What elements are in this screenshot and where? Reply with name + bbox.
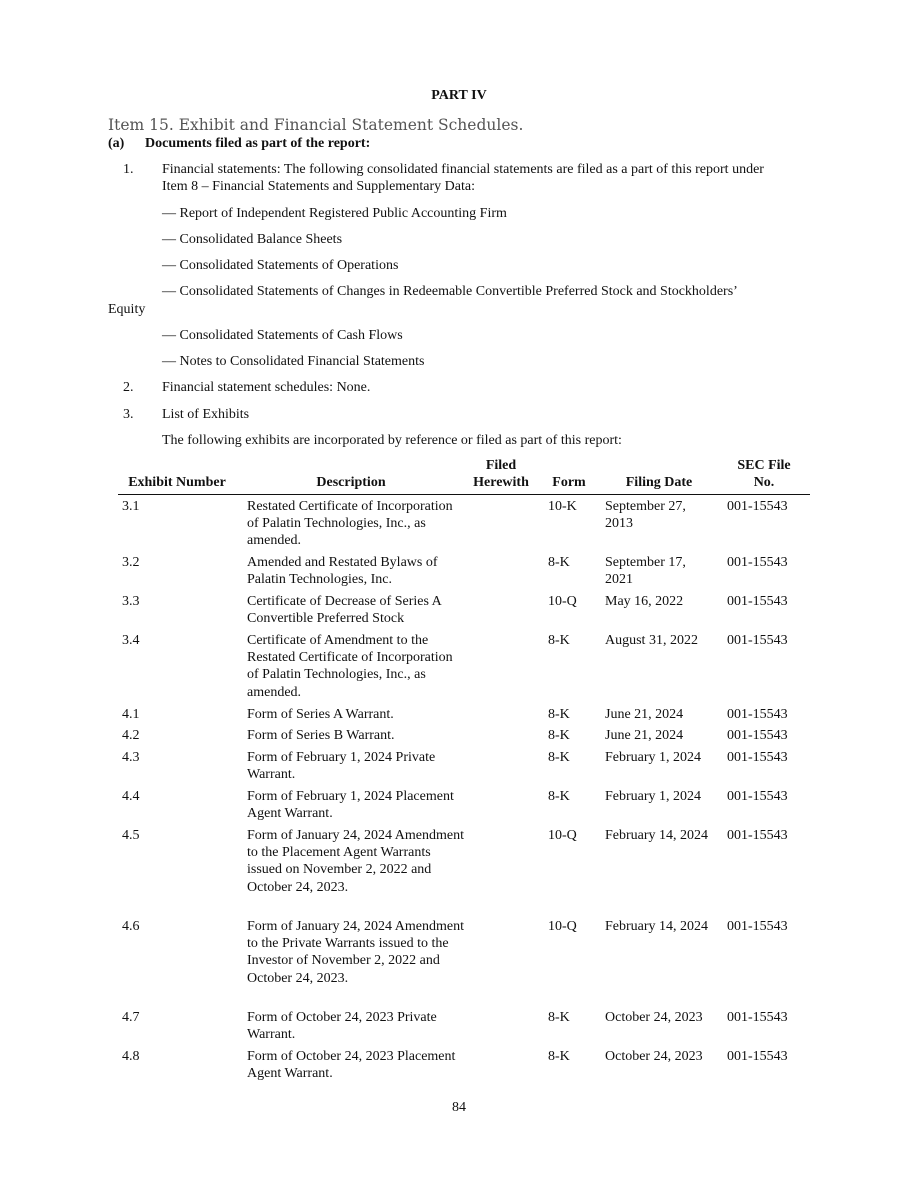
exhibit-number: 3.1	[122, 499, 140, 514]
header-sec-line1: SEC File	[737, 458, 791, 473]
exhibit-sec-file-no: 001-15543	[727, 555, 788, 570]
exhibit-filing-date: February 14, 2024	[605, 919, 709, 934]
exhibit-number: 4.3	[122, 750, 140, 765]
exhibit-description: Form of February 1, 2024 Private Warrant.	[247, 750, 436, 783]
exhibit-sec-file-no: 001-15543	[727, 1049, 788, 1064]
part-title: PART IV	[431, 88, 487, 103]
exhibit-sec-file-no: 001-15543	[727, 789, 788, 804]
exhibit-description: Form of January 24, 2024 Amendment to the Placement Agent Warrants issued on November 2, 2022 and October 24, 2023.	[247, 828, 464, 895]
header-sec-line2: No.	[753, 475, 775, 490]
exhibit-description: Form of Series B Warrant.	[247, 728, 395, 743]
exhibit-number: 4.7	[122, 1010, 140, 1025]
fs-item-cash-flows: — Consolidated Statements of Cash Flows	[162, 328, 403, 343]
header-description: Description	[316, 475, 386, 490]
exhibit-number: 3.2	[122, 555, 140, 570]
exhibit-number: 4.8	[122, 1049, 140, 1064]
exhibit-sec-file-no: 001-15543	[727, 594, 788, 609]
exhibit-description: Form of October 24, 2023 Private Warrant.	[247, 1010, 437, 1043]
exhibit-form: 8-K	[548, 789, 570, 804]
fs-item-report: — Report of Independent Registered Public Accounting Firm	[162, 206, 507, 221]
exhibit-filing-date: February 1, 2024	[605, 789, 702, 804]
fs-item-notes: — Notes to Consolidated Financial Statements	[162, 354, 425, 369]
exhibit-description: Form of January 24, 2024 Amendment to the Private Warrants issued to the Investor of November 2, 2022 and October 24, 2023.	[247, 919, 464, 986]
exhibit-filing-date: October 24, 2023	[605, 1049, 703, 1064]
exhibit-form: 10-Q	[548, 594, 577, 609]
exhibit-form: 10-Q	[548, 919, 577, 934]
section-2-text: Financial statement schedules: None.	[162, 380, 371, 395]
exhibit-number: 3.3	[122, 594, 140, 609]
documents-label: (a)	[108, 136, 125, 151]
exhibit-form: 8-K	[548, 555, 570, 570]
header-form: Form	[552, 475, 586, 490]
fs-item-balance-sheets: — Consolidated Balance Sheets	[162, 232, 343, 247]
exhibit-description: Form of October 24, 2023 Placement Agent Warrant.	[247, 1049, 456, 1082]
header-filed-line2: Herewith	[473, 475, 529, 490]
exhibit-filing-date: October 24, 2023	[605, 1010, 703, 1025]
section-3-number: 3.	[123, 407, 134, 422]
fs-item-operations: — Consolidated Statements of Operations	[162, 258, 399, 273]
section-1-text-line2: Item 8 – Financial Statements and Supplementary Data:	[162, 179, 475, 194]
exhibit-form: 8-K	[548, 633, 570, 648]
exhibit-number: 4.4	[122, 789, 140, 804]
exhibit-sec-file-no: 001-15543	[727, 919, 788, 934]
exhibit-number: 4.1	[122, 707, 140, 722]
exhibit-form: 8-K	[548, 750, 570, 765]
documents-heading: Documents filed as part of the report:	[145, 136, 371, 151]
exhibit-sec-file-no: 001-15543	[727, 633, 788, 648]
exhibit-description: Amended and Restated Bylaws of Palatin Technologies, Inc.	[247, 555, 438, 588]
exhibit-description: Restated Certificate of Incorporation of Palatin Technologies, Inc., as amended.	[247, 499, 453, 549]
exhibits-intro: The following exhibits are incorporated by reference or filed as part of this report:	[162, 433, 622, 448]
exhibit-description: Certificate of Amendment to the Restated Certificate of Incorporation of Palatin Technologies, Inc., as amended.	[247, 633, 453, 700]
exhibit-sec-file-no: 001-15543	[727, 499, 788, 514]
exhibit-number: 4.6	[122, 919, 140, 934]
header-exhibit-number: Exhibit Number	[128, 475, 226, 490]
exhibit-filing-date: February 14, 2024	[605, 828, 709, 843]
header-filed-herewith	[466, 457, 536, 491]
fs-item-changes-wrap: Equity	[108, 302, 146, 317]
exhibit-form: 8-K	[548, 1010, 570, 1025]
header-sec-file-no	[726, 457, 802, 491]
page-number: 84	[452, 1100, 466, 1115]
exhibit-filing-date: August 31, 2022	[605, 633, 698, 648]
exhibit-number: 4.5	[122, 828, 140, 843]
item-heading: Item 15. Exhibit and Financial Statement Schedules.	[108, 116, 524, 134]
header-filed-line1: Filed	[485, 458, 517, 473]
exhibit-filing-date: September 27, 2013	[605, 499, 686, 532]
section-1-number: 1.	[123, 162, 134, 177]
exhibit-sec-file-no: 001-15543	[727, 707, 788, 722]
exhibit-filing-date: September 17, 2021	[605, 555, 686, 588]
exhibit-number: 4.2	[122, 728, 140, 743]
exhibit-form: 8-K	[548, 707, 570, 722]
exhibit-sec-file-no: 001-15543	[727, 828, 788, 843]
exhibit-filing-date: June 21, 2024	[605, 728, 684, 743]
section-3-text: List of Exhibits	[162, 407, 250, 422]
exhibit-sec-file-no: 001-15543	[727, 1010, 788, 1025]
fs-item-changes: — Consolidated Statements of Changes in Redeemable Convertible Preferred Stock and Stockholders’	[162, 284, 738, 299]
exhibit-form: 8-K	[548, 728, 570, 743]
exhibit-form: 8-K	[548, 1049, 570, 1064]
header-filing-date: Filing Date	[625, 475, 693, 490]
exhibit-form: 10-Q	[548, 828, 577, 843]
section-2-number: 2.	[123, 380, 134, 395]
exhibit-filing-date: May 16, 2022	[605, 594, 684, 609]
exhibit-sec-file-no: 001-15543	[727, 728, 788, 743]
exhibit-form: 10-K	[548, 499, 577, 514]
header-rule	[118, 494, 810, 495]
exhibit-filing-date: February 1, 2024	[605, 750, 702, 765]
exhibit-sec-file-no: 001-15543	[727, 750, 788, 765]
exhibit-description: Form of February 1, 2024 Placement Agent Warrant.	[247, 789, 454, 822]
section-1-text-line1: Financial statements: The following consolidated financial statements are filed as a part of this report under	[162, 162, 764, 177]
exhibit-number: 3.4	[122, 633, 140, 648]
exhibit-description: Certificate of Decrease of Series A Convertible Preferred Stock	[247, 594, 441, 627]
exhibit-filing-date: June 21, 2024	[605, 707, 684, 722]
exhibit-description: Form of Series A Warrant.	[247, 707, 394, 722]
